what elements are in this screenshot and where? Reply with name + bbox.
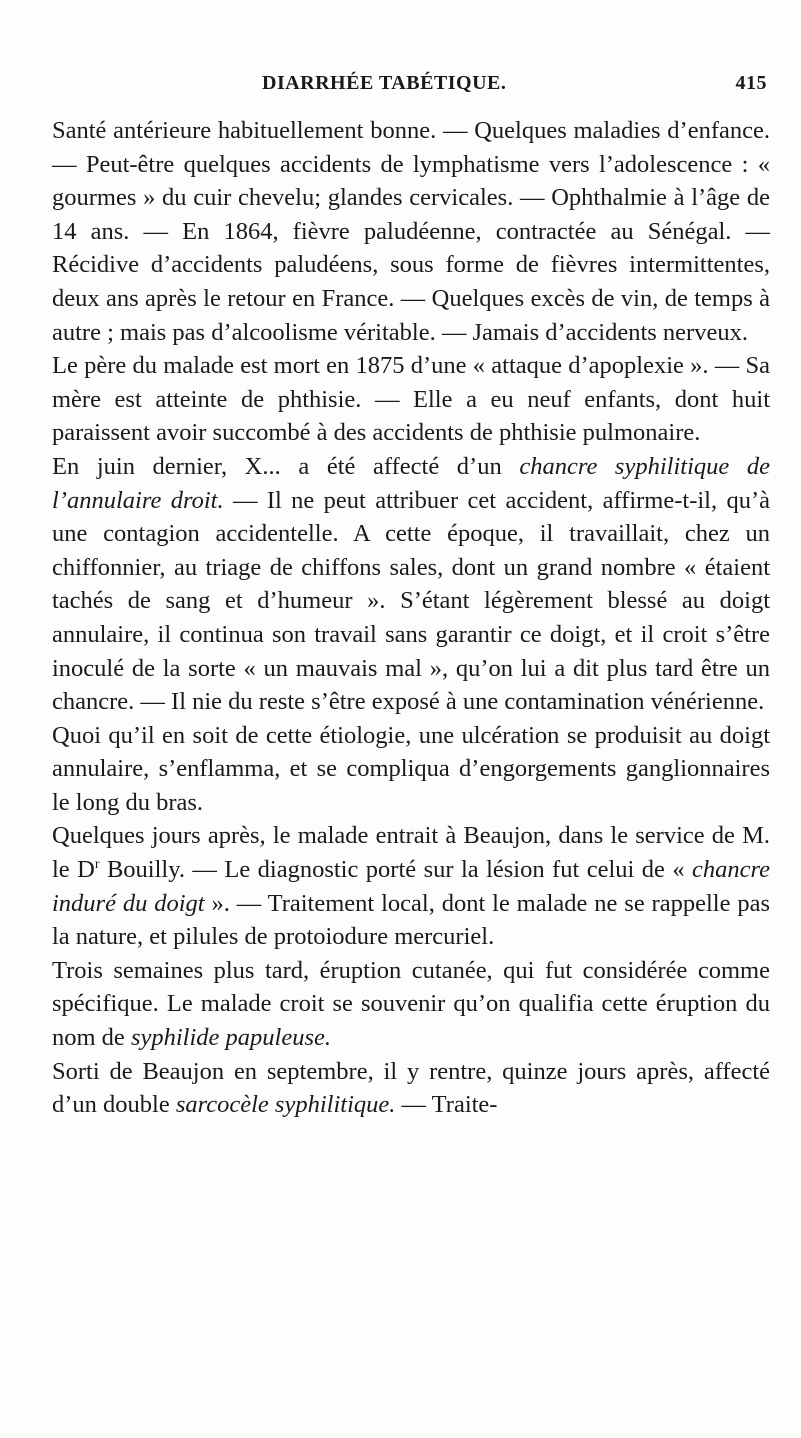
paragraph-5-italic: chancre induré du doigt	[52, 856, 771, 917]
paragraph-3-text-b: — Il ne peut attribuer cet accident, affirme-t-il, qu’à une contagion accidentelle. A cette époque, il travaillait, chez un chiffonnier, au triage de chiffons sales, dont un grand nombre « étaient tachés de sang et d’humeur ». S’étant légèrement blessé au doigt annulaire, il continua son travail sans garantir ce doigt, et il croit s’être inoculé de la sorte « un mauvais mal », qu’on lui a dit plus tard être un chancre. — Il nie du reste s’être exposé à une contamination vénérienne.	[52, 486, 771, 716]
paragraph-4-text: Quoi qu’il en soit de cette étiologie, une ulcération se produisit au doigt annulaire, s’enflamma, et se compliqua d’engorgements ganglionnaires le long du bras.	[52, 721, 770, 816]
page-number: 415	[735, 72, 767, 94]
paragraph-5	[52, 819, 770, 953]
paragraph-7-text-a: Sorti de Beaujon en septembre, il y rentre, quinze jours après, affecté d’un double	[52, 1057, 770, 1119]
paragraph-5-text-b: Bouilly. — Le diagnostic porté sur la lésion fut celui de «	[99, 856, 693, 884]
paragraph-3-text-a: En juin dernier, X... a été affecté d’un	[52, 452, 520, 480]
paragraph-1-text: Santé antérieure habituellement bonne. — Quelques maladies d’enfance. — Peut-être quelques accidents de lymphatisme vers l’adolescence : « gourmes » du cuir chevelu; glandes cervicales. — Ophthalmie à l’âge de 14 ans. — En 1864, fièvre paludéenne, contractée au Sénégal. — Récidive d’accidents paludéens, sous forme de fièvres intermittentes, deux ans après le retour en France. — Quelques excès de vin, de temps à autre ; mais pas d’alcoolisme véritable. — Jamais d’accidents nerveux.	[52, 117, 770, 346]
paragraph-5-text-c: ». — Traitement local, dont le malade ne se rappelle pas la nature, et pilules de protoiodure mercuriel.	[52, 889, 770, 951]
paragraph-6-text-a: Trois semaines plus tard, éruption cutanée, qui fut considérée comme spécifique. Le malade croit se souvenir qu’on qualifia cette éruption du nom de	[52, 956, 770, 1052]
paragraph-7	[52, 1055, 770, 1122]
running-title: DIARRHÉE TABÉTIQUE.	[262, 72, 507, 94]
paragraph-2	[52, 349, 770, 450]
body-text	[52, 114, 770, 1122]
paragraph-5-superscript: r	[94, 856, 100, 872]
paragraph-1	[52, 114, 770, 349]
paragraph-4	[52, 719, 770, 820]
paragraph-6-italic: syphilide papuleuse.	[130, 1024, 331, 1052]
paragraph-5-text-a: Quelques jours après, le malade entrait à Beaujon, dans le service de M. le D	[52, 822, 770, 884]
paragraph-7-italic: sarcocèle syphilitique.	[175, 1091, 396, 1119]
paragraph-2-text: Le père du malade est mort en 1875 d’une « attaque d’apoplexie ». — Sa mère est atteinte de phthisie. — Elle a eu neuf enfants, dont huit paraissent avoir succombé à des accidents de phthisie pulmonaire.	[52, 352, 770, 447]
paragraph-3	[52, 450, 770, 719]
page-header	[262, 72, 767, 102]
paragraph-3-italic: chancre syphilitique de l’annulaire droit.	[52, 452, 770, 514]
paragraph-7-text-b: — Traite-	[395, 1091, 498, 1119]
paragraph-6	[52, 954, 770, 1055]
